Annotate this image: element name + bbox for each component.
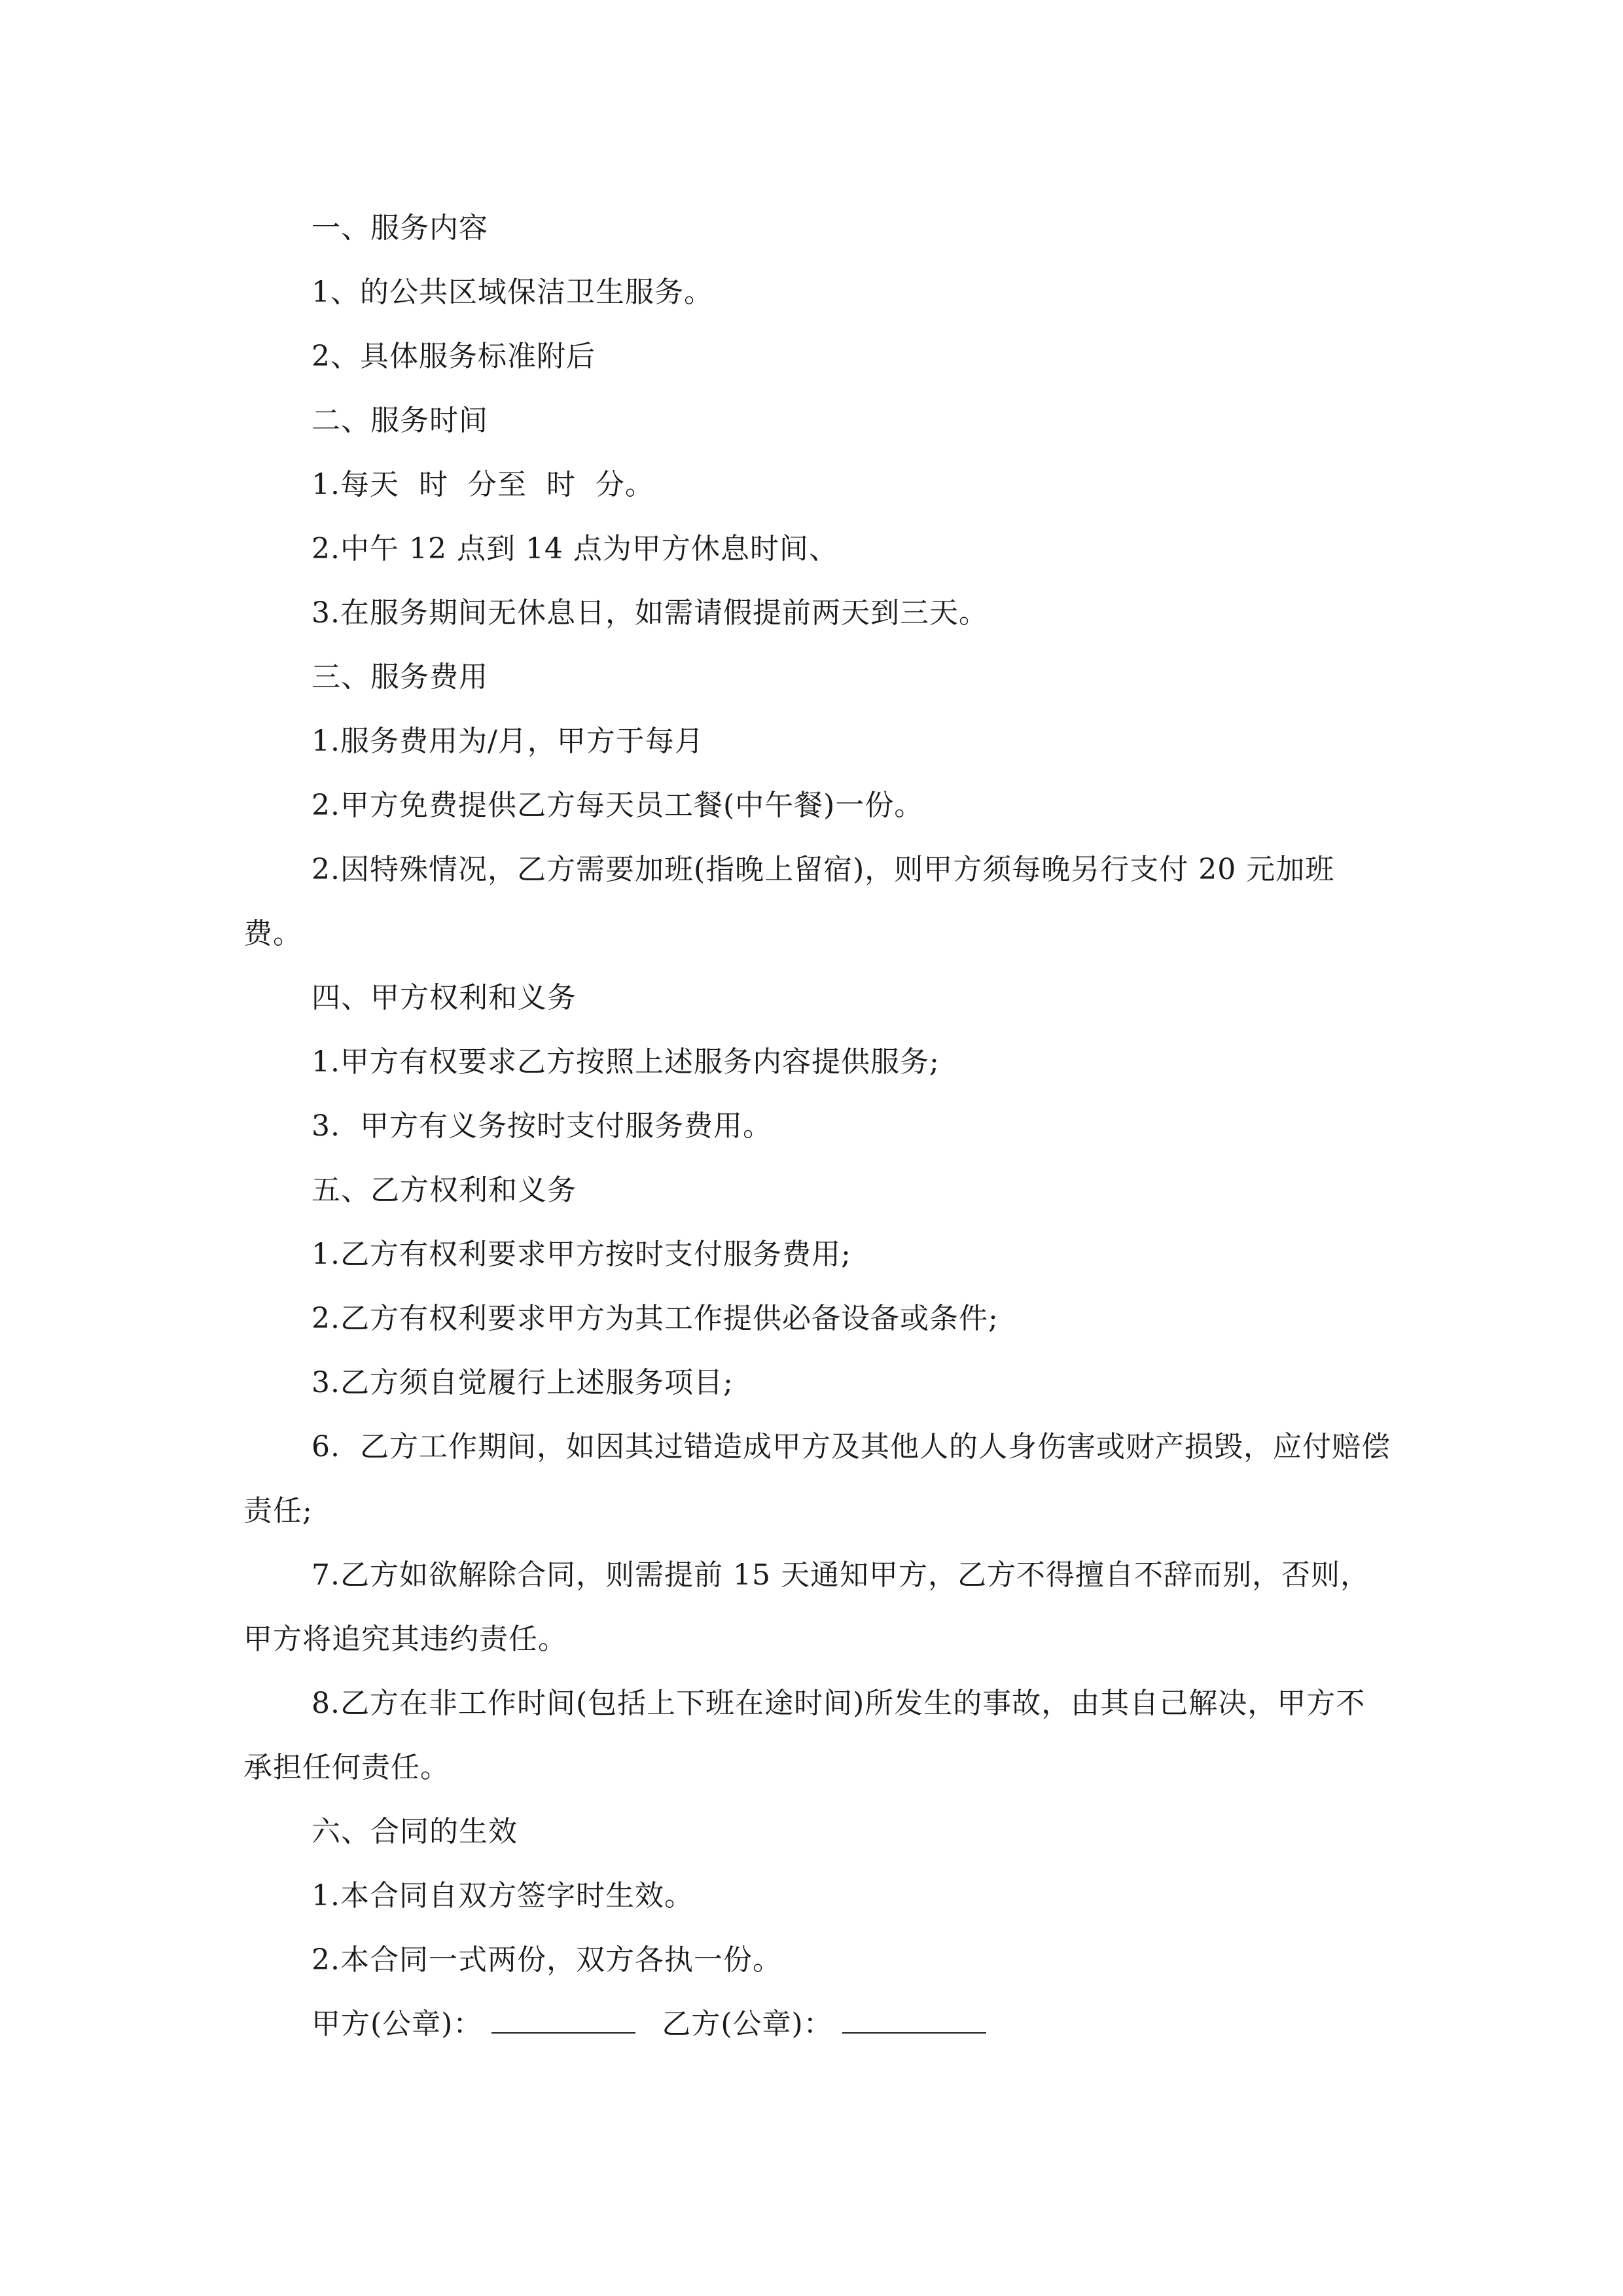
paragraph: 3. 甲方有义务按时支付服务费用。	[312, 1109, 772, 1143]
party-b-seal-blank	[842, 2013, 986, 2034]
section-heading-service-fee: 三、服务费用	[312, 660, 488, 694]
paragraph: 1、的公共区域保洁卫生服务。	[312, 276, 713, 309]
section-heading-party-a-rights: 四、甲方权利和义务	[312, 981, 577, 1014]
paragraph: 2、具体服务标准附后	[312, 340, 596, 373]
party-b-seal-label: 乙方(公章)：	[662, 2007, 833, 2041]
paragraph: 8.乙方在非工作时间(包括上下班在途时间)所发生的事故，由其自己解决，甲方不承担任何责任。	[243, 1687, 1366, 1784]
paragraph: 1.甲方有权要求乙方按照上述服务内容提供服务;	[312, 1045, 940, 1079]
paragraph: 7.乙方如欲解除合同，则需提前 15 天通知甲方，乙方不得擅自不辞而别，否则，甲方将追究其违约责任。	[243, 1558, 1370, 1656]
party-a-seal-label: 甲方(公章)：	[312, 2007, 483, 2041]
paragraph: 1.本合同自双方签字时生效。	[312, 1879, 694, 1912]
paragraph: 1.乙方有权利要求甲方按时支付服务费用;	[312, 1238, 851, 1271]
paragraph: 2.甲方免费提供乙方每天员工餐(中午餐)一份。	[312, 789, 924, 822]
paragraph: 2.因特殊情况，乙方需要加班(指晚上留宿)，则甲方须每晚另行支付 20 元加班费。	[243, 853, 1335, 950]
section-heading-service-time: 二、服务时间	[312, 404, 488, 437]
paragraph: 1.每天 时 分至 时 分。	[312, 468, 654, 501]
section-heading-service-content: 一、服务内容	[312, 211, 488, 245]
paragraph: 2.本合同一式两份，双方各执一份。	[312, 1943, 782, 1977]
paragraph: 2.乙方有权利要求甲方为其工作提供必备设备或条件;	[312, 1302, 999, 1335]
paragraph: 3.乙方须自觉履行上述服务项目;	[312, 1366, 734, 1399]
paragraph: 6. 乙方工作期间，如因其过错造成甲方及其他人的人身伤害或财产损毁，应付赔偿责任;	[243, 1430, 1391, 1528]
section-heading-party-b-rights: 五、乙方权利和义务	[312, 1174, 577, 1207]
document-body	[243, 196, 1393, 2056]
party-a-seal-blank	[491, 2013, 635, 2034]
paragraph: 3.在服务期间无休息日，如需请假提前两天到三天。	[312, 596, 988, 630]
section-heading-contract-effect: 六、合同的生效	[312, 1815, 518, 1848]
paragraph: 1.服务费用为/月，甲方于每月	[312, 725, 704, 758]
signature-row	[243, 1992, 1393, 2056]
paragraph: 2.中午 12 点到 14 点为甲方休息时间、	[312, 532, 838, 565]
